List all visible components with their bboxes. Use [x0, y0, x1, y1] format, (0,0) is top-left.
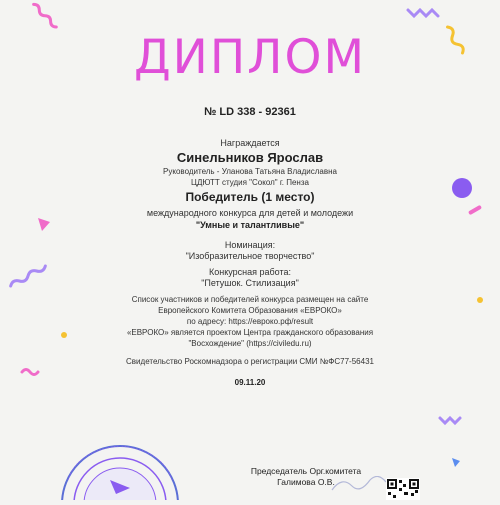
recipient-name: Синельников Ярослав	[176, 150, 324, 165]
work-label: Конкурсная работа:	[208, 267, 291, 277]
chair-title: Председатель Орг.комитета	[250, 466, 362, 476]
info-line: «ЕВРОКО» является проектом Центра гражданского образования	[126, 328, 374, 337]
info-line: Список участников и победителей конкурса размещен на сайте	[131, 295, 369, 304]
nomination-label: Номинация:	[224, 240, 276, 250]
supervisor-line: Руководитель - Уланова Татьяна Владиславна	[163, 167, 337, 176]
work-value: "Петушок. Стилизация"	[201, 278, 299, 288]
contest-name: "Умные и талантливые"	[195, 220, 305, 230]
contest-line: международного конкурса для детей и молодежи	[146, 208, 354, 218]
info-line: "Восхождение" (https://civiledu.ru)	[188, 339, 312, 348]
qr-code-icon	[386, 478, 420, 500]
diploma-title: ДИПЛОМ	[133, 30, 367, 85]
nomination-value: "Изобразительное творчество"	[185, 251, 315, 261]
euroko-seal	[60, 440, 180, 500]
issue-date: 09.11.20	[234, 378, 266, 387]
signature-scribble	[330, 476, 390, 496]
info-line: Европейского Комитета Образования «ЕВРОКО»	[158, 306, 342, 315]
qr-code	[386, 478, 420, 500]
awarded-label: Награждается	[220, 138, 280, 148]
info-line: по адресу: https://евроко.рф/result	[186, 317, 314, 326]
chair-name: Галимова О.В.	[277, 477, 335, 487]
registration-line: Свидетельство Роскомнадзора о регистрации СМИ №ФС77-56431	[126, 357, 374, 366]
diploma-number: № LD 338 - 92361	[204, 106, 296, 118]
place-line: Победитель (1 место)	[185, 190, 315, 204]
organization-line: ЦДЮТТ студия "Сокол" г. Пенза	[191, 178, 309, 187]
